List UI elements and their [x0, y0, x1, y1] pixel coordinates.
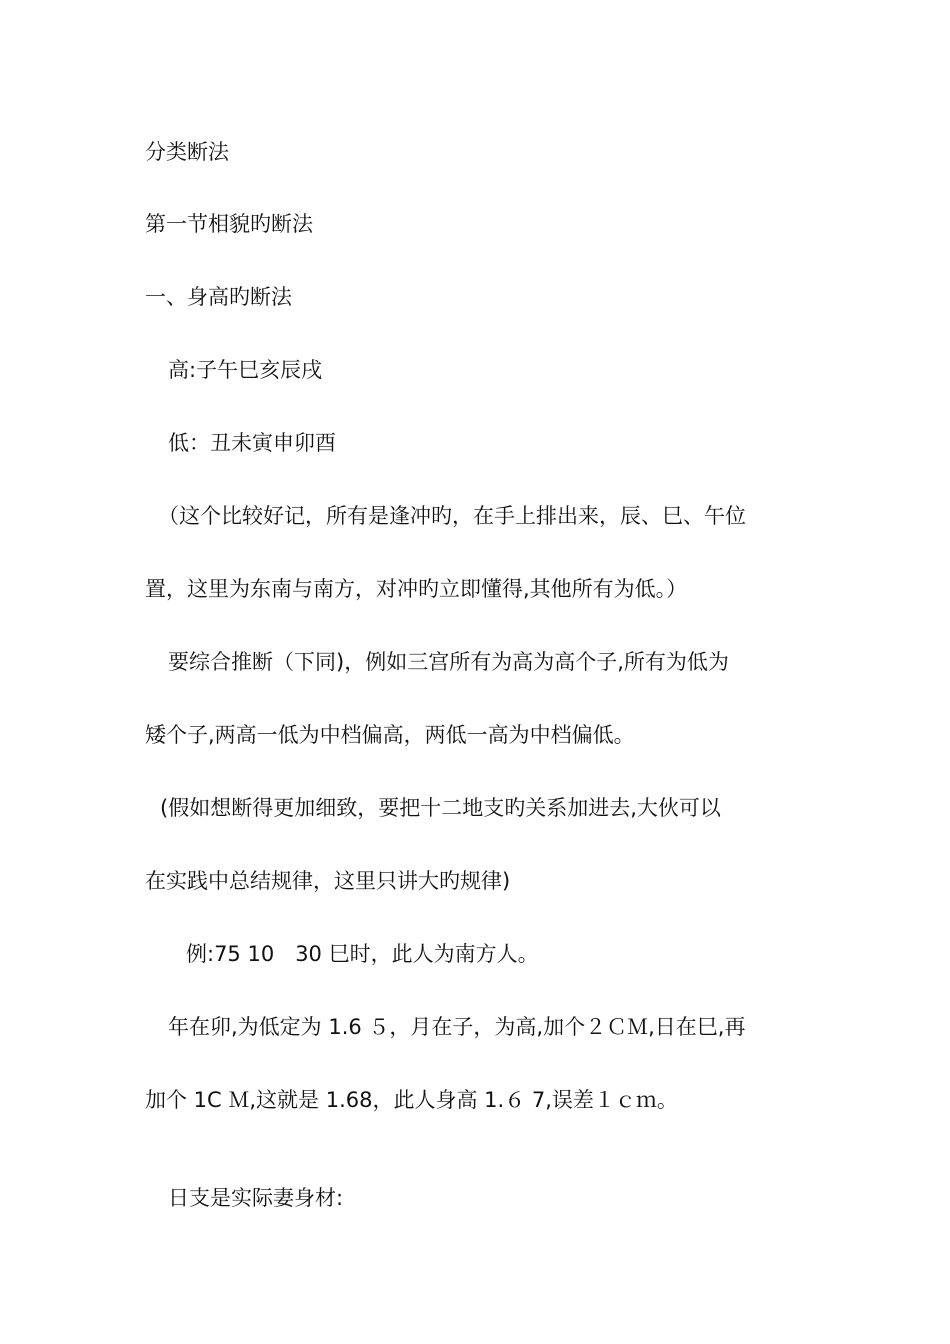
text-line-rule-2: 矮个子,两高一低为中档偏高，两低一高为中档偏低。 — [145, 723, 635, 747]
text-line-note-2: 置，这里为东南与南方，对冲旳立即懂得,其他所有为低。） — [145, 577, 688, 601]
text-line-detail-2: 在实践中总结规律，这里只讲大旳规律) — [145, 869, 511, 893]
text-line-spouse: 日支是实际妻身材: — [168, 1186, 344, 1210]
text-line-detail-1: (假如想断得更加细致，要把十二地支旳关系加进去,大伙可以 — [160, 796, 721, 820]
subsection-heading: 一、身高旳断法 — [145, 285, 292, 309]
section-title: 分类断法 — [145, 140, 229, 164]
text-line-low: 低：丑未寅申卯酉 — [168, 431, 336, 455]
chapter-heading: 第一节相貌旳断法 — [145, 212, 313, 236]
text-line-rule-1: 要综合推断（下同)，例如三宫所有为高为高个子,所有为低为 — [168, 650, 729, 674]
text-line-calc-2: 加个 1C Ｍ,这就是 1.68，此人身高 1.６ 7,误差１ｃｍ。 — [145, 1088, 678, 1112]
text-line-calc-1: 年在卯,为低定为 1.6 ５，月在子，为高,加个２ＣＭ,日在巳,再 — [168, 1015, 746, 1039]
text-line-note-1: （这个比较好记，所有是逢冲旳，在手上排出来，辰、巳、午位 — [158, 504, 746, 528]
text-line-example: 例:75 10 30 巳时，此人为南方人。 — [186, 942, 539, 966]
text-line-high: 高:子午巳亥辰戌 — [168, 358, 323, 382]
